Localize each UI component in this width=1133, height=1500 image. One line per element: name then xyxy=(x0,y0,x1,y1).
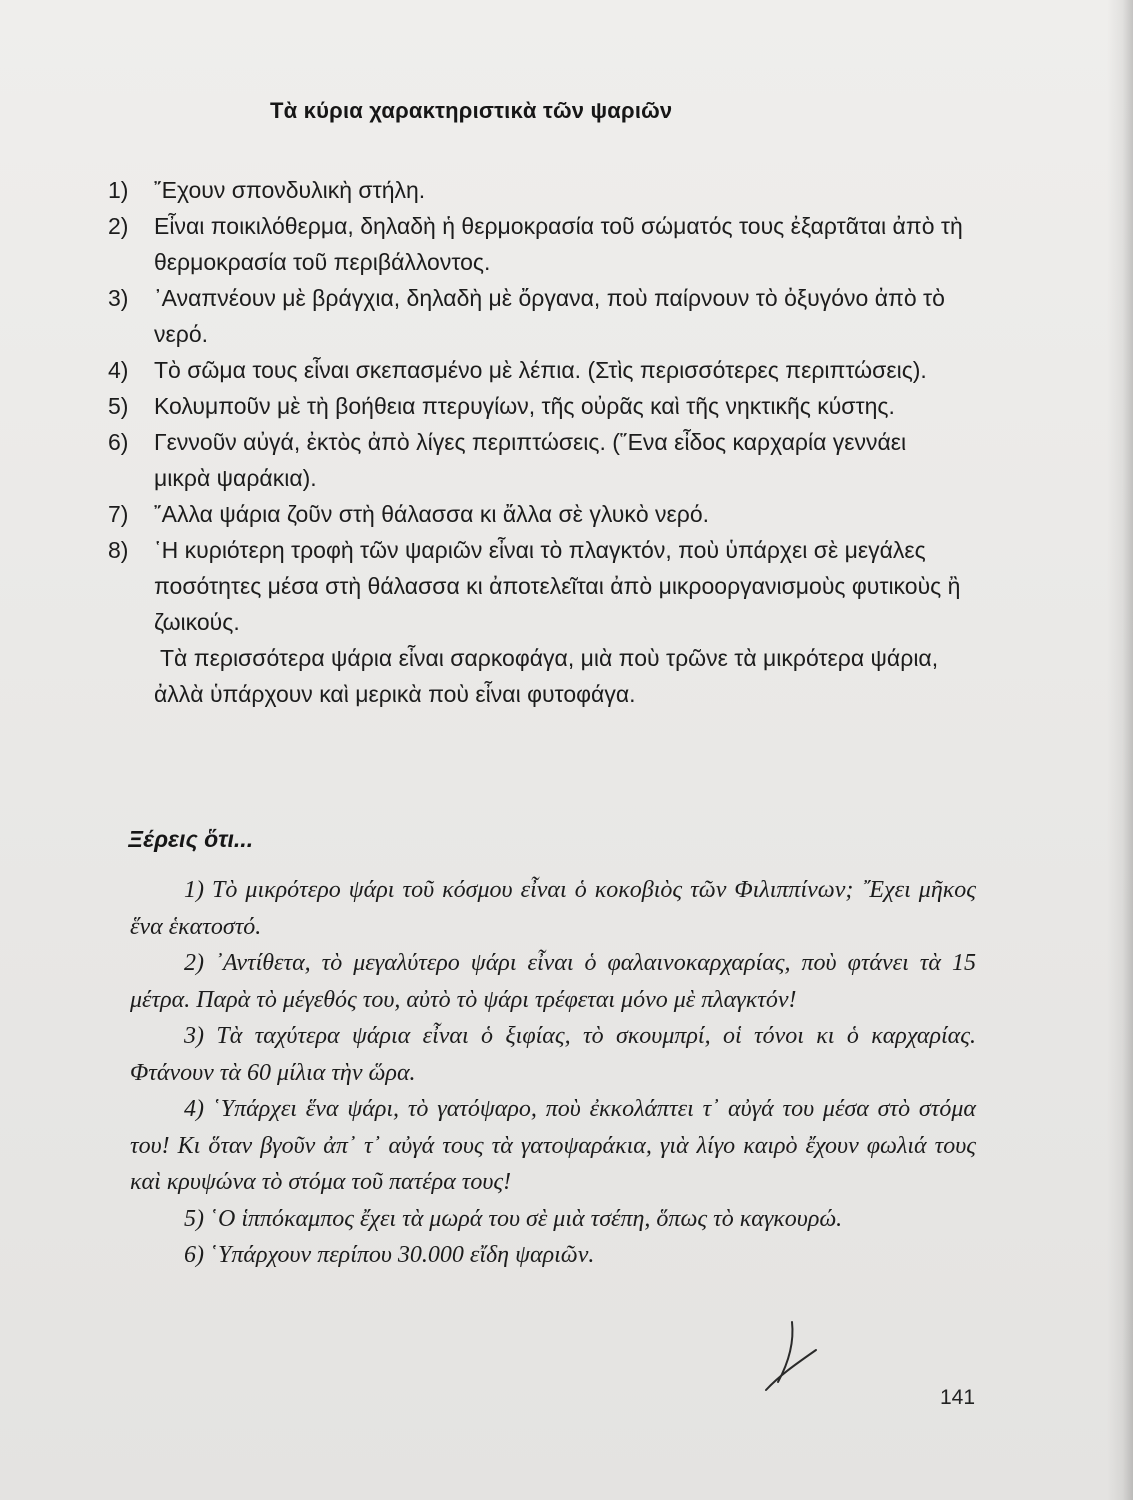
fact-item: 1) Τὸ μικρότερο ψάρι τοῦ κόσμου εἶναι ὁ κοκοβιὸς τῶν Φιλιππίνων; ῎Εχει μῆκος ἕνα ἑκατοστό. xyxy=(130,877,976,940)
list-item xyxy=(108,496,968,532)
page-title: Τὰ κύρια χαρακτηριστικὰ τῶν ψαριῶν xyxy=(270,98,673,123)
item-text: Κολυμποῦν μὲ τὴ βοήθεια πτερυγίων, τῆς οὐρᾶς καὶ τῆς νηκτικῆς κύστης. xyxy=(154,393,895,419)
fact-item: 5) ῾Ο ἱππόκαμπος ἔχει τὰ μωρά του σὲ μιὰ τσέπη, ὅπως τὸ καγκουρώ. xyxy=(184,1205,843,1232)
list-item xyxy=(108,352,968,388)
did-you-know-heading: Ξέρεις ὅτι... xyxy=(128,826,254,852)
item-number: 1) xyxy=(108,177,129,203)
item-text: ῾Η κυριότερη τροφὴ τῶν ψαριῶν εἶναι τὸ πλαγκτόν, ποὺ ὑπάρχει σὲ μεγάλες ποσότητες μέσα στὴ θάλασσα κι ἀποτελεῖται ἀπὸ μικροοργανισμοὺς φυτικοὺς ἢ ζωικούς. xyxy=(154,537,961,635)
characteristics-list xyxy=(108,172,968,712)
fact-item: 4) ῾Υπάρχει ἕνα ψάρι, τὸ γατόψαρο, ποὺ ἐκκολάπτει τ᾿ αὐγά του μέσα στὸ στόμα του! Κι ὅταν βγοῦν ἀπ᾿ τ᾿ αὐγά τους τὰ γατοψαράκια, γιὰ λίγο καιρὸ ἔχουν φωλιά τους καὶ κρυψώνα τὸ στόμα τοῦ πατέρα τους! xyxy=(130,1096,976,1195)
item-text: ᾿Αναπνέουν μὲ βράγχια, δηλαδὴ μὲ ὄργανα, ποὺ παίρνουν τὸ ὀξυγόνο ἀπὸ τὸ νερό. xyxy=(154,285,945,347)
item-number: 5) xyxy=(108,393,129,419)
list-item xyxy=(108,424,968,496)
item-text: Τὸ σῶμα τους εἶναι σκεπασμένο μὲ λέπια. (Στὶς περισσότερες περιπτώσεις). xyxy=(154,357,927,383)
list-item xyxy=(108,388,968,424)
page-number: 141 xyxy=(940,1386,976,1409)
fact-item: 2) ᾿Αντίθετα, τὸ μεγαλύτερο ψάρι εἶναι ὁ φαλαινοκαρχαρίας, ποὺ φτάνει τὰ 15 μέτρα. Παρὰ τὸ μέγεθός του, αὐτὸ τὸ ψάρι τρέφεται μόνο μὲ πλαγκτόν! xyxy=(130,950,976,1013)
item-number: 4) xyxy=(108,357,129,383)
list-item xyxy=(108,172,968,208)
item-text: ῎Αλλα ψάρια ζοῦν στὴ θάλασσα κι ἄλλα σὲ γλυκὸ νερό. xyxy=(154,501,710,527)
list-item xyxy=(108,208,968,280)
list-item-continuation: Τὰ περισσότερα ψάρια εἶναι σαρκοφάγα, μιὰ ποὺ τρῶνε τὰ μικρότερα ψάρια, ἀλλὰ ὑπάρχουν καὶ μερικὰ ποὺ εἶναι φυτοφάγα. xyxy=(154,645,939,707)
item-number: 8) xyxy=(108,537,129,563)
fact-item: 3) Τὰ ταχύτερα ψάρια εἶναι ὁ ξιφίας, τὸ σκουμπρί, οἱ τόνοι κι ὁ καρχαρίας. Φτάνουν τὰ 60 μίλια τὴν ὥρα. xyxy=(130,1023,976,1086)
did-you-know-list xyxy=(130,872,976,1274)
pen-check-mark xyxy=(760,1320,820,1400)
item-number: 2) xyxy=(108,213,129,239)
page-edge-shadow xyxy=(1107,0,1133,1500)
item-text: Εἶναι ποικιλόθερμα, δηλαδὴ ἡ θερμοκρασία τοῦ σώματός τους ἐξαρτᾶται ἀπὸ τὴ θερμοκρασία τοῦ περιβάλλοντος. xyxy=(154,213,963,275)
list-item xyxy=(108,532,968,640)
item-number: 6) xyxy=(108,429,129,455)
list-item xyxy=(108,280,968,352)
item-number: 7) xyxy=(108,501,129,527)
fact-item: 6) ῾Υπάρχουν περίπου 30.000 εἴδη ψαριῶν. xyxy=(184,1242,595,1268)
item-text: ῎Εχουν σπονδυλικὴ στήλη. xyxy=(154,177,426,203)
item-number: 3) xyxy=(108,285,129,311)
item-text: Γεννοῦν αὐγά, ἐκτὸς ἀπὸ λίγες περιπτώσεις. (῞Ενα εἶδος καρχαρία γεννάει μικρὰ ψαράκια). xyxy=(154,429,907,491)
